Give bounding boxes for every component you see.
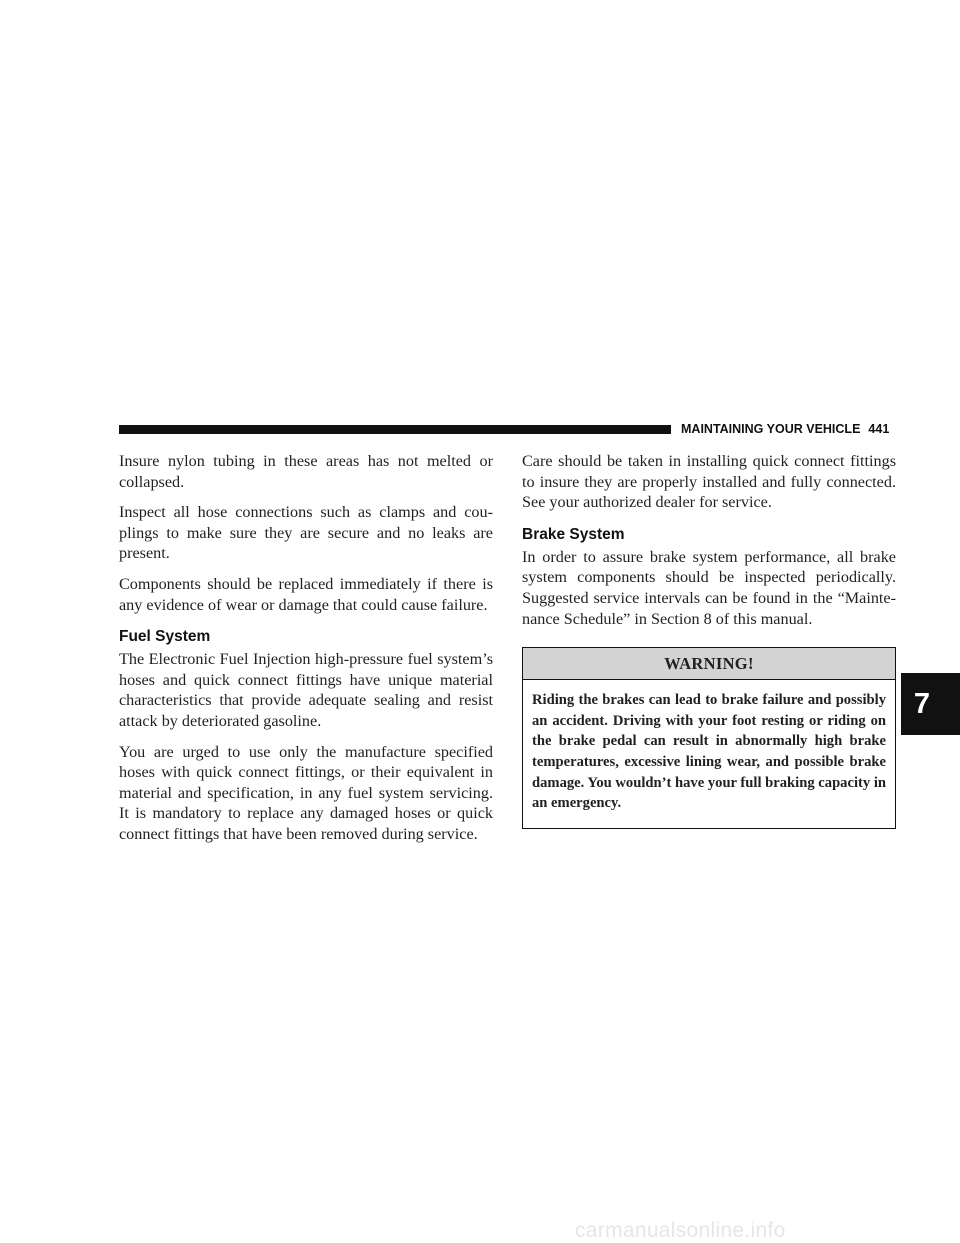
right-column [522, 451, 896, 829]
paragraph-nylon-tubing: Insure nylon tubing in these areas has not melted or collapsed. [119, 452, 493, 491]
heading-brake-system: Brake System [522, 525, 625, 543]
page-number: 441 [868, 422, 890, 436]
running-header [681, 421, 889, 437]
warning-title: WARNING! [523, 648, 895, 680]
header-rule [119, 425, 671, 434]
paragraph-quick-connect: Care should be taken in installing quick connect fittings to insure they are properly installed and fully connected. See your authorized dealer for service. [522, 452, 896, 512]
warning-text: Riding the brakes can lead to brake failure and possibly an accident. Driving with your foot resting or riding on the brake pedal can result in abnormally high brake temperatures, excessive lining wear, and possible brake damage. You wouldn’t have your full braking capacity in an emergency. [532, 692, 886, 812]
paragraph-fuel-injection: The Electronic Fuel Injection high-pressure fuel system’s hoses and quick connect fittings have unique material characteristics that provide adequate sealing and resist attack by deteriorated gasoline. [119, 650, 493, 730]
paragraph-replace-components: Components should be replaced immediately if there is any evidence of wear or damage that could cause failure. [119, 574, 493, 614]
watermark: carmanualsonline.info [575, 1219, 786, 1242]
paragraph-hose-connections: Inspect all hose connections such as clamps and cou-plings to make sure they are secure and no leaks are present. [119, 503, 493, 563]
paragraph-specified-hoses: You are urged to use only the manufacture specified hoses with quick connect fittings, or their equivalent in material and specification, in any fuel system servicing. It is mandatory to replace any damaged hoses or quick connect fittings that have been removed during service. [119, 742, 493, 843]
heading-fuel-system: Fuel System [119, 628, 211, 646]
paragraph-brake-performance: In order to assure brake system performance, all brake system components should be inspected periodically. Suggested service intervals can be found in the “Mainte-nance Schedule” in Section 8 of this manual. [522, 547, 896, 628]
section-tab: 7 [901, 673, 960, 735]
left-column [119, 451, 493, 855]
warning-box [522, 647, 896, 829]
header-title: MAINTAINING YOUR VEHICLE [681, 422, 861, 436]
